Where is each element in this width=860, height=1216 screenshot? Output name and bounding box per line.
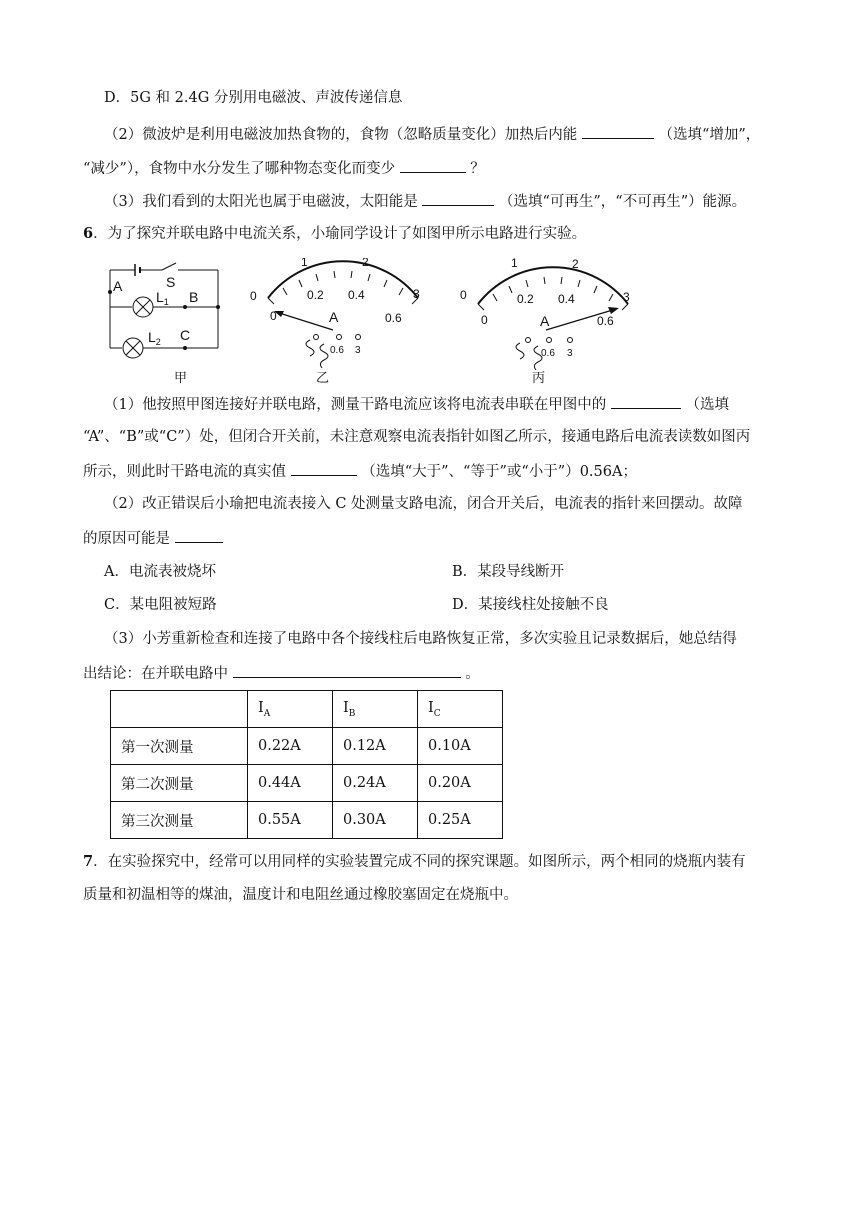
q6-number: 6 [83,225,94,242]
table-header-ia: $I_A$ [248,691,333,728]
bing-bottom-tick-04: 0.4 [558,292,575,306]
q6-part2-line1: （2）改正错误后小瑜把电流表接入 C 处测量支路电流，闭合开关后，电流表的指针来回摆动。故障 [104,496,743,512]
bing-pointer-tip [608,307,619,314]
yi-pointer [276,312,333,330]
q6-part2-text-b: 的原因可能是 [83,531,170,547]
q6-part1-line2: “A”、“B”或“C”）处，但闭合开关前，未注意观察电流表指针如图乙所示，接通电路后电流表读数如图丙 [83,429,751,445]
table-row [111,802,503,839]
yi-terminal-3 [356,335,361,340]
bing-top-tick-3: 3 [623,290,630,304]
q6-part3-line2 [83,662,480,684]
row-label: 第一次测量 [111,728,248,765]
q5-part2-line2 [83,157,485,179]
yi-bottom-tick-0: 0 [270,309,277,323]
q5-blank-state-change[interactable] [400,157,466,173]
bing-top-tick-1: 1 [511,258,518,270]
bing-top-tick-0: 0 [460,288,467,302]
junction-b [183,305,187,309]
q6-part1-text-d: 所示，则此时干路电流的真实值 [83,464,286,480]
bing-terminal-label-06: 0.6 [541,348,555,359]
table-row [111,728,503,765]
table-header-ic: $I_C$ [418,691,503,728]
bing-bottom-tick-06: 0.6 [597,314,614,328]
q6-part3-line1: （3）小芳重新检查和连接了电路中各个接线柱后电路恢复正常，多次实验且记录数据后，她总结得 [104,631,737,647]
table-header-ib: $I_B$ [333,691,418,728]
cell-ic: 0.20A [418,765,503,802]
q5-part2-text-b: （选填“增加”， [658,127,761,143]
bing-unit: A [540,313,550,329]
yi-terminal-label-3: 3 [355,345,361,356]
yi-wires [306,340,328,368]
q6-blank-true-value[interactable] [291,460,357,476]
row-label: 第二次测量 [111,765,248,802]
yi-bottom-tick-04: 0.4 [348,288,365,302]
bing-wires [516,343,542,370]
q5-part2-text-d: ？ [470,161,485,177]
junction-a [108,290,112,294]
q6-blank-position[interactable] [611,393,681,409]
yi-unit: A [329,309,339,325]
q6-option-c: C．某电阻被短路 [104,597,217,613]
q7-number: 7 [83,853,94,870]
q5-part2-text-c: “减少”），食物中水分发生了哪种物态变化而变少 [83,161,396,177]
q5-part2-text-a: （2）微波炉是利用电磁波加热食物的，食物（忽略质量变化）加热后内能 [104,127,578,143]
yi-terminal-label-06: 0.6 [330,345,344,356]
q5-blank-renewable[interactable] [422,190,494,206]
bing-bottom-tick-0: 0 [481,313,488,327]
bing-terminal-label-3: 3 [567,348,573,359]
lamp-l1-label: $L_1$ [156,289,169,307]
cell-ic: 0.10A [418,728,503,765]
q6-part1-line1 [104,393,729,415]
q6-part3-text-c: 。 [465,666,480,682]
q6-part1-text-b: （选填 [685,397,729,413]
bing-top-tick-2: 2 [572,258,579,271]
yi-caption: 乙 [316,371,330,386]
ammeter-yi [250,258,420,386]
circuit-diagram [110,263,218,358]
q5-part2-line1 [104,123,760,145]
cell-ia: 0.55A [248,802,333,839]
table-row [111,765,503,802]
point-a-label: A [113,278,123,294]
table-header-row [111,691,503,728]
q5-part3-text-b: （选填“可再生”，“不可再生”）能源。 [498,194,747,210]
yi-top-tick-3: 3 [413,287,420,301]
yi-terminal-minus [314,335,319,340]
circuit-caption: 甲 [174,371,188,386]
bing-bottom-tick-02: 0.2 [517,292,534,306]
q5-part3-line [104,190,746,212]
q6-blank-conclusion[interactable] [233,662,461,678]
bing-terminal-3 [568,338,573,343]
lamp-l2-label: $L_2$ [148,329,161,347]
yi-top-tick-0: 0 [250,289,257,303]
q5-option-d: D．5G 和 2.4G 分别用电磁波、声波传递信息 [104,90,403,106]
q6-part1-text-e: （选填“大于”、“等于”或“小于”）0.56A； [361,464,637,480]
q6-blank-fault[interactable] [175,527,223,543]
q6-stem [83,224,586,244]
current-data-table [110,690,503,839]
q6-option-a: A．电流表被烧坏 [104,564,216,580]
q6-part3-text-b: 出结论：在并联电路中 [83,666,228,682]
q5-part3-text-a: （3）我们看到的太阳光也属于电磁波，太阳能是 [104,194,418,210]
q6-option-b: B．某段导线断开 [452,564,565,580]
q6-stem-text: ．为了探究并联电路中电流关系，小瑜同学设计了如图甲所示电路进行实验。 [93,226,587,242]
q7-line2: 质量和初温相等的煤油，温度计和电阻丝通过橡胶塞固定在烧瓶中。 [83,887,518,903]
switch-label: S [166,274,176,290]
cell-ic: 0.25A [418,802,503,839]
bing-terminal-minus [526,338,531,343]
cell-ib: 0.24A [333,765,418,802]
junction-right [216,305,220,309]
q6-figure [100,258,660,386]
q7-line1 [83,852,746,872]
table-header-empty [111,691,248,728]
q6-option-d: D．某接线柱处接触不良 [452,597,609,613]
bing-caption: 丙 [532,371,546,386]
cell-ib: 0.12A [333,728,418,765]
ammeter-bing [460,258,630,386]
yi-top-tick-2: 2 [362,258,369,269]
cell-ib: 0.30A [333,802,418,839]
yi-top-tick-1: 1 [301,258,308,269]
yi-bottom-tick-06: 0.6 [385,311,402,325]
row-label: 第三次测量 [111,802,248,839]
q6-part1-text-a: （1）他按照甲图连接好并联电路，测量干路电流应该将电流表串联在甲图中的 [104,397,607,413]
cell-ia: 0.22A [248,728,333,765]
point-b-label: B [189,289,199,305]
bing-terminal-06 [547,338,552,343]
junction-c [183,346,187,350]
yi-terminal-06 [337,335,342,340]
point-c-label: C [180,327,191,343]
yi-bottom-tick-02: 0.2 [307,288,324,302]
q5-blank-internal-energy[interactable] [582,123,654,139]
q6-part1-line3 [83,460,637,482]
cell-ia: 0.44A [248,765,333,802]
q7-line1-text: ．在实验探究中，经常可以用同样的实验装置完成不同的探究课题。如图所示，两个相同的烧瓶内装有 [93,854,746,870]
q6-part2-line2 [83,527,223,549]
